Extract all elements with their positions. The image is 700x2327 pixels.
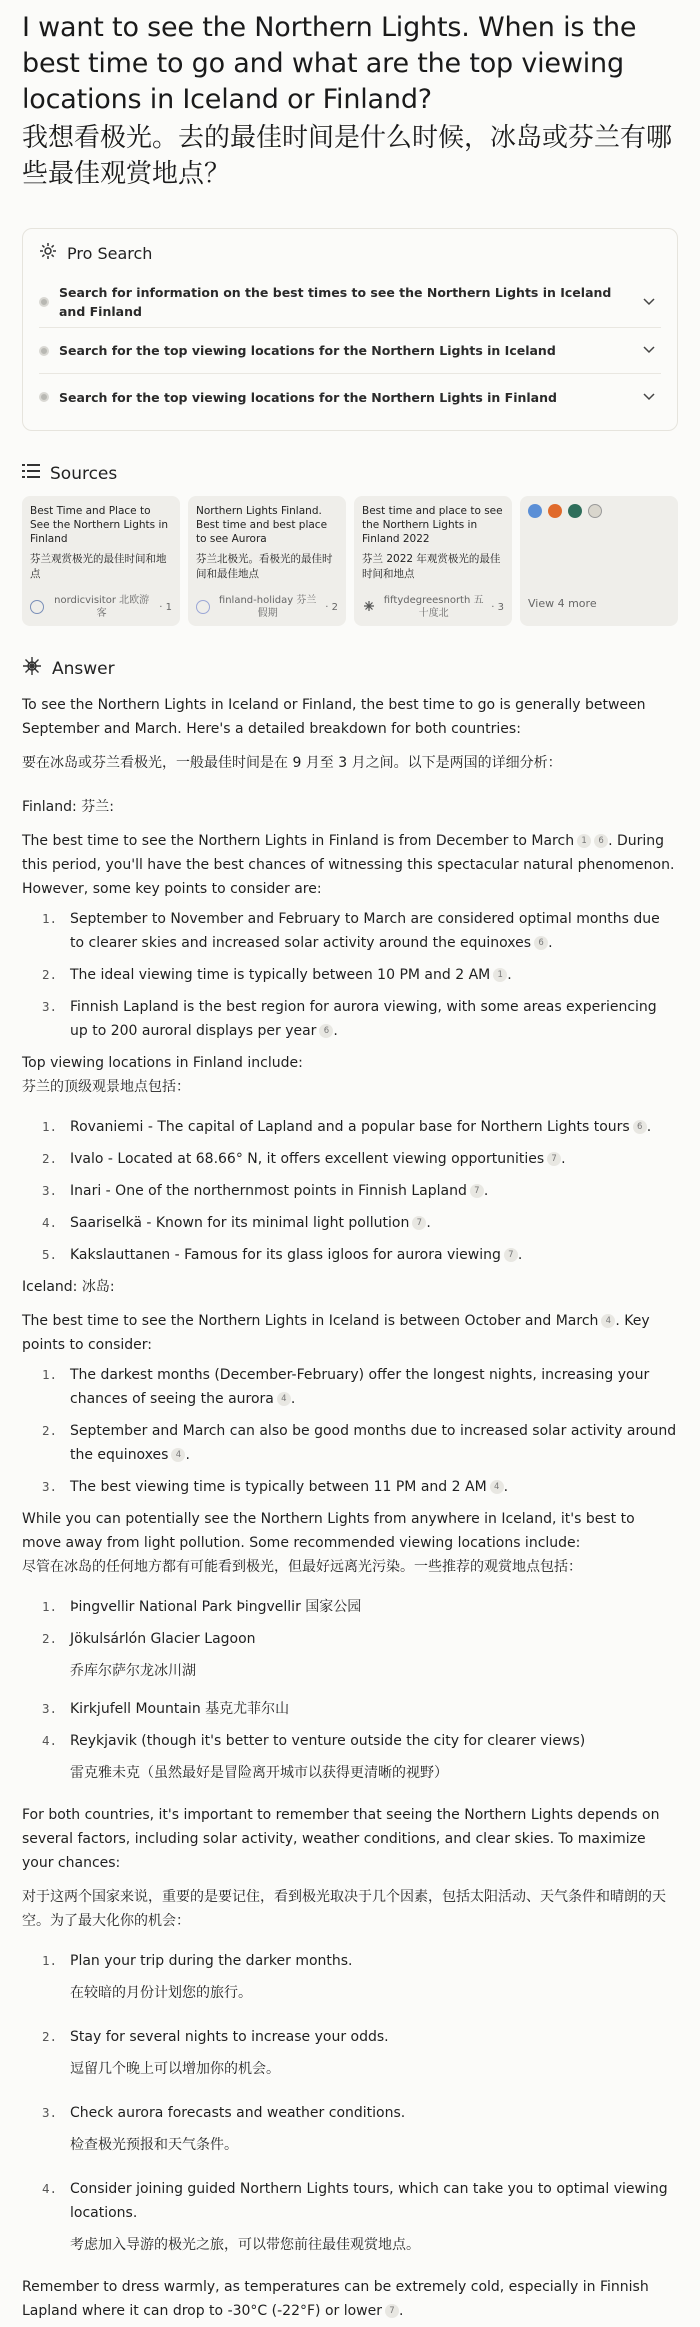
iceland-locations-list	[22, 1595, 678, 1785]
sources-icon	[22, 463, 40, 484]
source-title: Best time and place to see the Northern Lights in Finland 2022	[362, 505, 503, 545]
list-item: 3. Inari - One of the northernmost points in Finnish Lapland 7 .	[42, 1183, 489, 1199]
source-title: Northern Lights Finland. Best time and best place to see Aurora	[196, 505, 328, 545]
step-text: Search for the top viewing locations for the Northern Lights in Finland	[59, 389, 557, 405]
step-check-icon	[39, 297, 49, 307]
question-english: I want to see the Northern Lights. When is the best time to go and what are the top viewing locations in Iceland or Finland?	[22, 12, 637, 115]
sources-header	[22, 463, 678, 484]
citation[interactable]: 4	[277, 1392, 291, 1406]
tips-list	[22, 1949, 678, 2257]
iceland-where-zh: 尽管在冰岛的任何地方都有可能看到极光，但最好远离光污染。一些推荐的观赏地点包括：	[22, 1559, 582, 1575]
finland-top-heading: Top viewing locations in Finland include:	[22, 1055, 303, 1071]
step-text: Search for the top viewing locations for the Northern Lights in Iceland	[59, 343, 556, 358]
pro-search-header[interactable]	[39, 229, 661, 277]
list-item: 3. The best viewing time is typically between 11 PM and 2 AM 4 .	[42, 1479, 509, 1495]
favicon-icon	[548, 504, 562, 518]
citation[interactable]: 7	[385, 2304, 399, 2318]
answer-icon	[22, 656, 42, 681]
iceland-points-list	[22, 1363, 678, 1499]
pro-search-panel	[22, 228, 678, 431]
list-item: 5. Kakslauttanen - Famous for its glass igloos for aurora viewing 7 .	[42, 1247, 523, 1263]
citation[interactable]: 6	[534, 936, 548, 950]
chevron-down-icon[interactable]	[637, 390, 661, 405]
citation[interactable]: 1	[493, 968, 507, 982]
pro-search-step[interactable]	[39, 328, 661, 374]
answer-header	[22, 656, 678, 681]
pro-search-title: Pro Search	[67, 243, 153, 263]
sources-title: Sources	[50, 463, 118, 484]
source-domain: finland-holiday 芬兰假期	[218, 595, 317, 619]
iceland-where: While you can potentially see the Northern Lights from anywhere in Iceland, it's best to move away from light pollution. Some recommended viewing locations include:	[22, 1511, 635, 1551]
citation[interactable]: 6	[319, 1024, 333, 1038]
source-title-zh: 芬兰北极光。看极光的最佳时间和最佳地点	[196, 553, 333, 580]
finland-top-heading-zh: 芬兰的顶级观景地点包括：	[22, 1079, 190, 1095]
answer-intro-zh: 要在冰岛或芬兰看极光，一般最佳时间是在 9 月至 3 月之间。以下是两国的详细分析：	[22, 755, 562, 771]
source-card[interactable]	[22, 496, 180, 626]
source-number: · 3	[491, 601, 504, 613]
chevron-down-icon[interactable]	[637, 343, 661, 358]
source-number: · 2	[325, 601, 338, 613]
citation[interactable]: 7	[470, 1184, 484, 1198]
citation[interactable]: 1	[577, 834, 591, 848]
favicon-icon	[196, 600, 210, 614]
answer-title: Answer	[52, 658, 115, 679]
list-item: 3. Finnish Lapland is the best region for aurora viewing, with some areas experiencing up to 200 auroral displays per year 6 .	[42, 999, 657, 1039]
step-text: Search for information on the best times to see the Northern Lights in Iceland and Finland	[59, 285, 612, 319]
iceland-best-time: The best time to see the Northern Lights in Iceland is between October and March 4 . Key points to consider:	[22, 1313, 650, 1353]
favicon-icon	[528, 504, 542, 518]
sources-list	[22, 496, 678, 626]
favicon-icon	[568, 504, 582, 518]
source-number: · 1	[159, 601, 172, 613]
view-more-sources[interactable]	[520, 496, 678, 626]
source-title-zh: 芬兰观赏极光的最佳时间和地点	[30, 553, 167, 580]
list-item: 4. Saariselkä - Known for its minimal light pollution 7 .	[42, 1215, 431, 1231]
citation[interactable]: 7	[547, 1152, 561, 1166]
iceland-heading: Iceland: 冰岛:	[22, 1279, 115, 1295]
chevron-down-icon[interactable]	[637, 295, 661, 310]
step-check-icon	[39, 346, 49, 356]
list-item: 1. Plan your trip during the darker months. 在较暗的月份计划您的旅行。	[42, 1953, 353, 2001]
pro-search-step[interactable]	[39, 277, 661, 328]
source-card[interactable]	[354, 496, 512, 626]
closing-note: Remember to dress warmly, as temperatures can be extremely cold, especially in Finnish Lapland where it can drop to -30°C (-22°F) or lower 7 .	[22, 2279, 649, 2319]
both-countries: For both countries, it's important to remember that seeing the Northern Lights depends on several factors, including solar activity, weather conditions, and clear skies. To maximize your chances:	[22, 1807, 660, 1871]
list-item: 1. September to November and February to March are considered optimal months due to clearer skies and increased solar activity around the equinoxes 6 .	[42, 911, 660, 951]
finland-locations-list	[22, 1115, 678, 1267]
list-item: 3. Kirkjufell Mountain 基克尤菲尔山	[42, 1701, 290, 1717]
list-item: 2. The ideal viewing time is typically between 10 PM and 2 AM 1 .	[42, 967, 512, 983]
pro-search-step[interactable]	[39, 374, 661, 420]
view-more-label: View 4 more	[528, 597, 597, 610]
citation[interactable]: 6	[633, 1120, 647, 1134]
finland-points-list	[22, 907, 678, 1043]
list-item: 1. The darkest months (December-February) offer the longest nights, increasing your chances of seeing the aurora 4 .	[42, 1367, 650, 1407]
list-item: 2. September and March can also be good months due to increased solar activity around the equinoxes 4 .	[42, 1423, 677, 1463]
citation[interactable]: 7	[504, 1248, 518, 1262]
source-domain: nordicvisitor 北欧游客	[54, 595, 150, 619]
citation[interactable]: 4	[601, 1314, 615, 1328]
list-item: 2. Stay for several nights to increase your odds. 逗留几个晚上可以增加你的机会。	[42, 2029, 389, 2077]
list-item: 3. Check aurora forecasts and weather conditions. 检查极光预报和天气条件。	[42, 2105, 406, 2153]
both-countries-zh: 对于这两个国家来说，重要的是要记住，看到极光取决于几个因素，包括太阳活动、天气条件和晴朗的天空。为了最大化你的机会：	[22, 1889, 666, 1929]
source-title: Best Time and Place to See the Northern Lights in Finland	[30, 505, 169, 545]
step-check-icon	[39, 392, 49, 402]
source-domain: fiftydegreesnorth 五十度北	[383, 595, 484, 619]
question-chinese: 我想看极光。去的最佳时间是什么时候，冰岛或芬兰有哪些最佳观赏地点？	[22, 123, 673, 189]
list-item: 1. Þingvellir National Park Þingvellir 国家公园	[42, 1599, 362, 1615]
citation[interactable]: 6	[594, 834, 608, 848]
pro-search-icon	[39, 242, 57, 264]
list-item: 4. Reykjavik (though it's better to venture outside the city for clearer views) 雷克雅未克（虽然最好是冒险离开城市以获得更清晰的视野）	[42, 1733, 586, 1781]
finland-best-time: The best time to see the Northern Lights in Finland is from December to March 1 6 . During this period, you'll have the best chances of witnessing this spectacular natural phenomenon. However, some key points to consider are:	[22, 833, 675, 897]
list-item: 2. Jökulsárlón Glacier Lagoon 乔库尔萨尔龙冰川湖	[42, 1631, 256, 1679]
answer-intro: To see the Northern Lights in Iceland or Finland, the best time to go is generally between September and March. Here's a detailed breakdown for both countries:	[22, 697, 646, 737]
answer-body	[22, 693, 678, 2323]
citation[interactable]: 7	[412, 1216, 426, 1230]
source-card[interactable]	[188, 496, 346, 626]
favicon-icon	[30, 600, 44, 614]
list-item: 2. Ivalo - Located at 68.66° N, it offers excellent viewing opportunities 7 .	[42, 1151, 566, 1167]
favicon-icon	[588, 504, 602, 518]
finland-heading: Finland: 芬兰:	[22, 799, 114, 815]
citation[interactable]: 4	[490, 1480, 504, 1494]
source-title-zh: 芬兰 2022 年观赏极光的最佳时间和地点	[362, 553, 501, 580]
list-item: 4. Consider joining guided Northern Lights tours, which can take you to optimal viewing locations. 考虑加入导游的极光之旅，可以带您前往最佳观赏地点。	[42, 2181, 668, 2253]
list-item: 1. Rovaniemi - The capital of Lapland and a popular base for Northern Lights tours 6 .	[42, 1119, 652, 1135]
citation[interactable]: 4	[171, 1448, 185, 1462]
favicon-icon	[362, 598, 376, 617]
